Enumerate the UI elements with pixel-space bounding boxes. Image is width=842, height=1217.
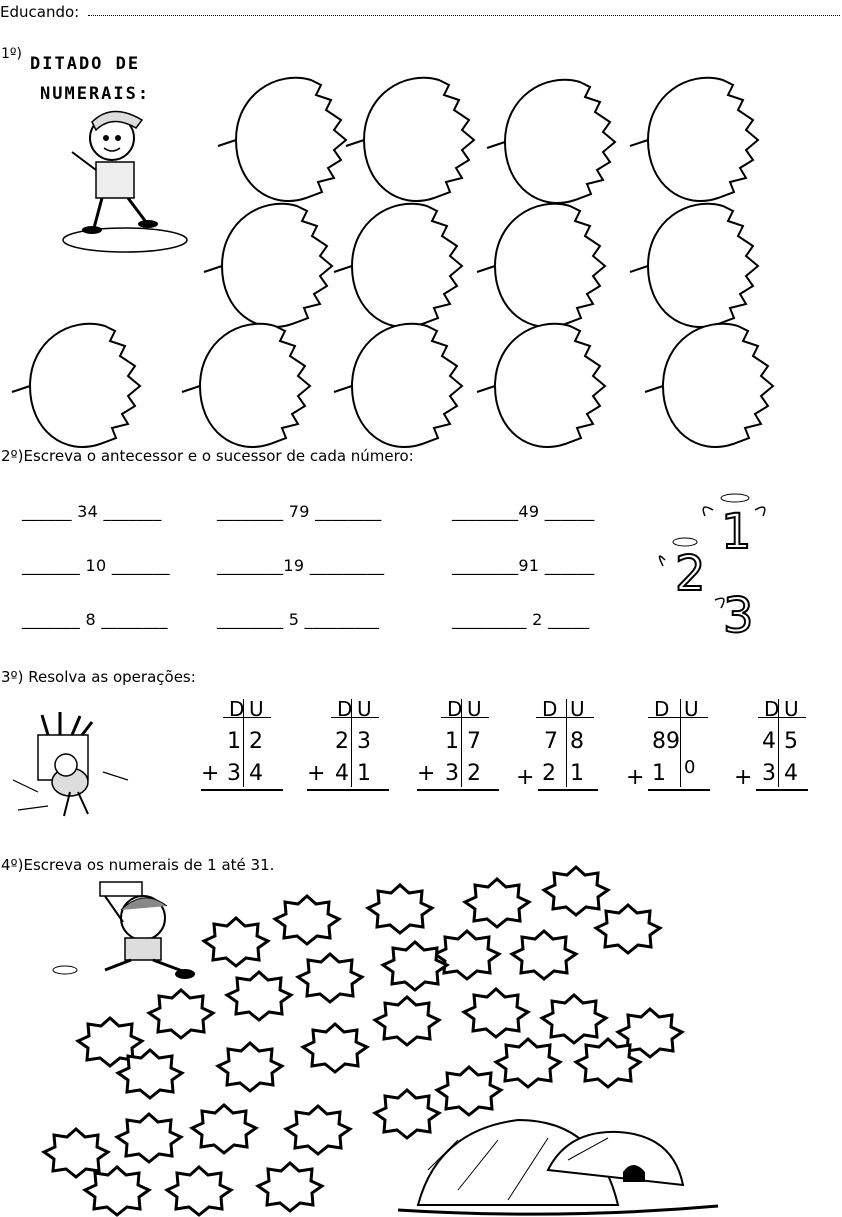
star-blank[interactable] bbox=[167, 1167, 231, 1215]
bottom-tens: 1 bbox=[652, 761, 666, 786]
star-blank[interactable] bbox=[227, 972, 291, 1020]
header-u: U bbox=[467, 697, 482, 721]
top-tens: 7 bbox=[544, 729, 558, 754]
header-u: U bbox=[570, 697, 585, 721]
header-u: U bbox=[784, 697, 799, 721]
top-units: 7 bbox=[467, 729, 481, 754]
header-d: D bbox=[337, 697, 353, 721]
bottom-units: 1 bbox=[357, 761, 371, 786]
bottom-tens: 2 bbox=[542, 761, 556, 786]
q2-item[interactable]: ______ 34 _______ bbox=[22, 502, 162, 521]
star-blank[interactable] bbox=[576, 1039, 640, 1087]
star-blank[interactable] bbox=[44, 1129, 108, 1177]
header-u: U bbox=[684, 697, 699, 721]
q1-title-line1: DITADO DE bbox=[30, 54, 141, 74]
bottom-tens: 4 bbox=[335, 761, 349, 786]
bottom-units: 4 bbox=[249, 761, 263, 786]
bottom-tens: 3 bbox=[762, 761, 776, 786]
plus-sign: + bbox=[734, 765, 753, 790]
student-name-label: Educando: bbox=[0, 3, 80, 21]
bottom-units: 2 bbox=[467, 761, 481, 786]
hut-illustration bbox=[398, 1110, 728, 1217]
star-blank[interactable] bbox=[85, 1167, 149, 1215]
star-blank[interactable] bbox=[383, 942, 447, 990]
star-blank[interactable] bbox=[118, 1050, 182, 1098]
star-blank[interactable] bbox=[303, 1024, 367, 1072]
star-blank[interactable] bbox=[542, 995, 606, 1043]
top-units: 8 bbox=[570, 729, 584, 754]
star-blank[interactable] bbox=[298, 954, 362, 1002]
star-blank[interactable] bbox=[464, 989, 528, 1037]
top-tens: 1 bbox=[445, 729, 459, 754]
header-d: D bbox=[542, 697, 558, 721]
star-blank[interactable] bbox=[286, 1106, 350, 1154]
q2-item[interactable]: ________ 5 _________ bbox=[217, 610, 380, 629]
star-blank[interactable] bbox=[117, 1114, 181, 1162]
star-blank[interactable] bbox=[512, 931, 576, 979]
q1-title-line2: NUMERAIS: bbox=[40, 84, 151, 104]
q3-title: 3º) Resolva as operações: bbox=[1, 668, 196, 686]
bottom-units: 0 bbox=[684, 757, 696, 778]
star-blank[interactable] bbox=[149, 990, 213, 1038]
plus-sign: + bbox=[417, 761, 436, 786]
star-blank[interactable] bbox=[437, 1067, 501, 1115]
q2-item[interactable]: ________49 ______ bbox=[452, 502, 595, 521]
q2-item[interactable]: ________19 _________ bbox=[217, 556, 385, 575]
header-d: D bbox=[447, 697, 463, 721]
star-blank[interactable] bbox=[375, 997, 439, 1045]
star-blank[interactable] bbox=[435, 931, 499, 979]
header-d: D bbox=[654, 697, 670, 721]
star-blank[interactable] bbox=[544, 867, 608, 915]
top-tens: 4 bbox=[762, 729, 776, 754]
q2-item[interactable]: ________91 ______ bbox=[452, 556, 595, 575]
star-blank[interactable] bbox=[368, 885, 432, 933]
q2-item[interactable]: _________ 2 _____ bbox=[452, 610, 590, 629]
star-blank[interactable] bbox=[496, 1039, 560, 1087]
star-blank[interactable] bbox=[204, 918, 268, 966]
art-number-1: 1 bbox=[721, 504, 752, 560]
plus-sign: + bbox=[626, 765, 645, 790]
art-number-3: 3 bbox=[723, 588, 754, 644]
star-blank[interactable] bbox=[275, 896, 339, 944]
top-units: 5 bbox=[784, 729, 798, 754]
q2-item[interactable]: _______ 8 ________ bbox=[22, 610, 168, 629]
plus-sign: + bbox=[201, 761, 220, 786]
header-d: D bbox=[764, 697, 780, 721]
bottom-units: 1 bbox=[570, 761, 584, 786]
bottom-tens: 3 bbox=[227, 761, 241, 786]
star-blank[interactable] bbox=[465, 879, 529, 927]
top-tens: 1 bbox=[227, 729, 241, 754]
q2-item[interactable]: _______ 10 _______ bbox=[22, 556, 170, 575]
top-units: 2 bbox=[249, 729, 263, 754]
q1-number: 1º) bbox=[1, 46, 22, 62]
star-blank[interactable] bbox=[192, 1105, 256, 1153]
q4-title: 4º)Escreva os numerais de 1 até 31. bbox=[1, 856, 275, 874]
top-tens: 8 bbox=[652, 729, 666, 754]
star-blank[interactable] bbox=[596, 905, 660, 953]
header-d: D bbox=[229, 697, 245, 721]
top-tens: 2 bbox=[335, 729, 349, 754]
q2-title: 2º)Escreva o antecessor e o sucessor de cada número: bbox=[1, 447, 414, 465]
plus-sign: + bbox=[307, 761, 326, 786]
plus-sign: + bbox=[516, 765, 535, 790]
header-u: U bbox=[357, 697, 372, 721]
art-number-2: 2 bbox=[675, 546, 706, 602]
top-units: 3 bbox=[357, 729, 371, 754]
header-u: U bbox=[249, 697, 264, 721]
bottom-tens: 3 bbox=[445, 761, 459, 786]
bottom-units: 4 bbox=[784, 761, 798, 786]
top-units: 9 bbox=[666, 729, 680, 754]
star-blank[interactable] bbox=[218, 1043, 282, 1091]
star-blank[interactable] bbox=[258, 1163, 322, 1211]
q2-item[interactable]: ________ 79 ________ bbox=[217, 502, 382, 521]
